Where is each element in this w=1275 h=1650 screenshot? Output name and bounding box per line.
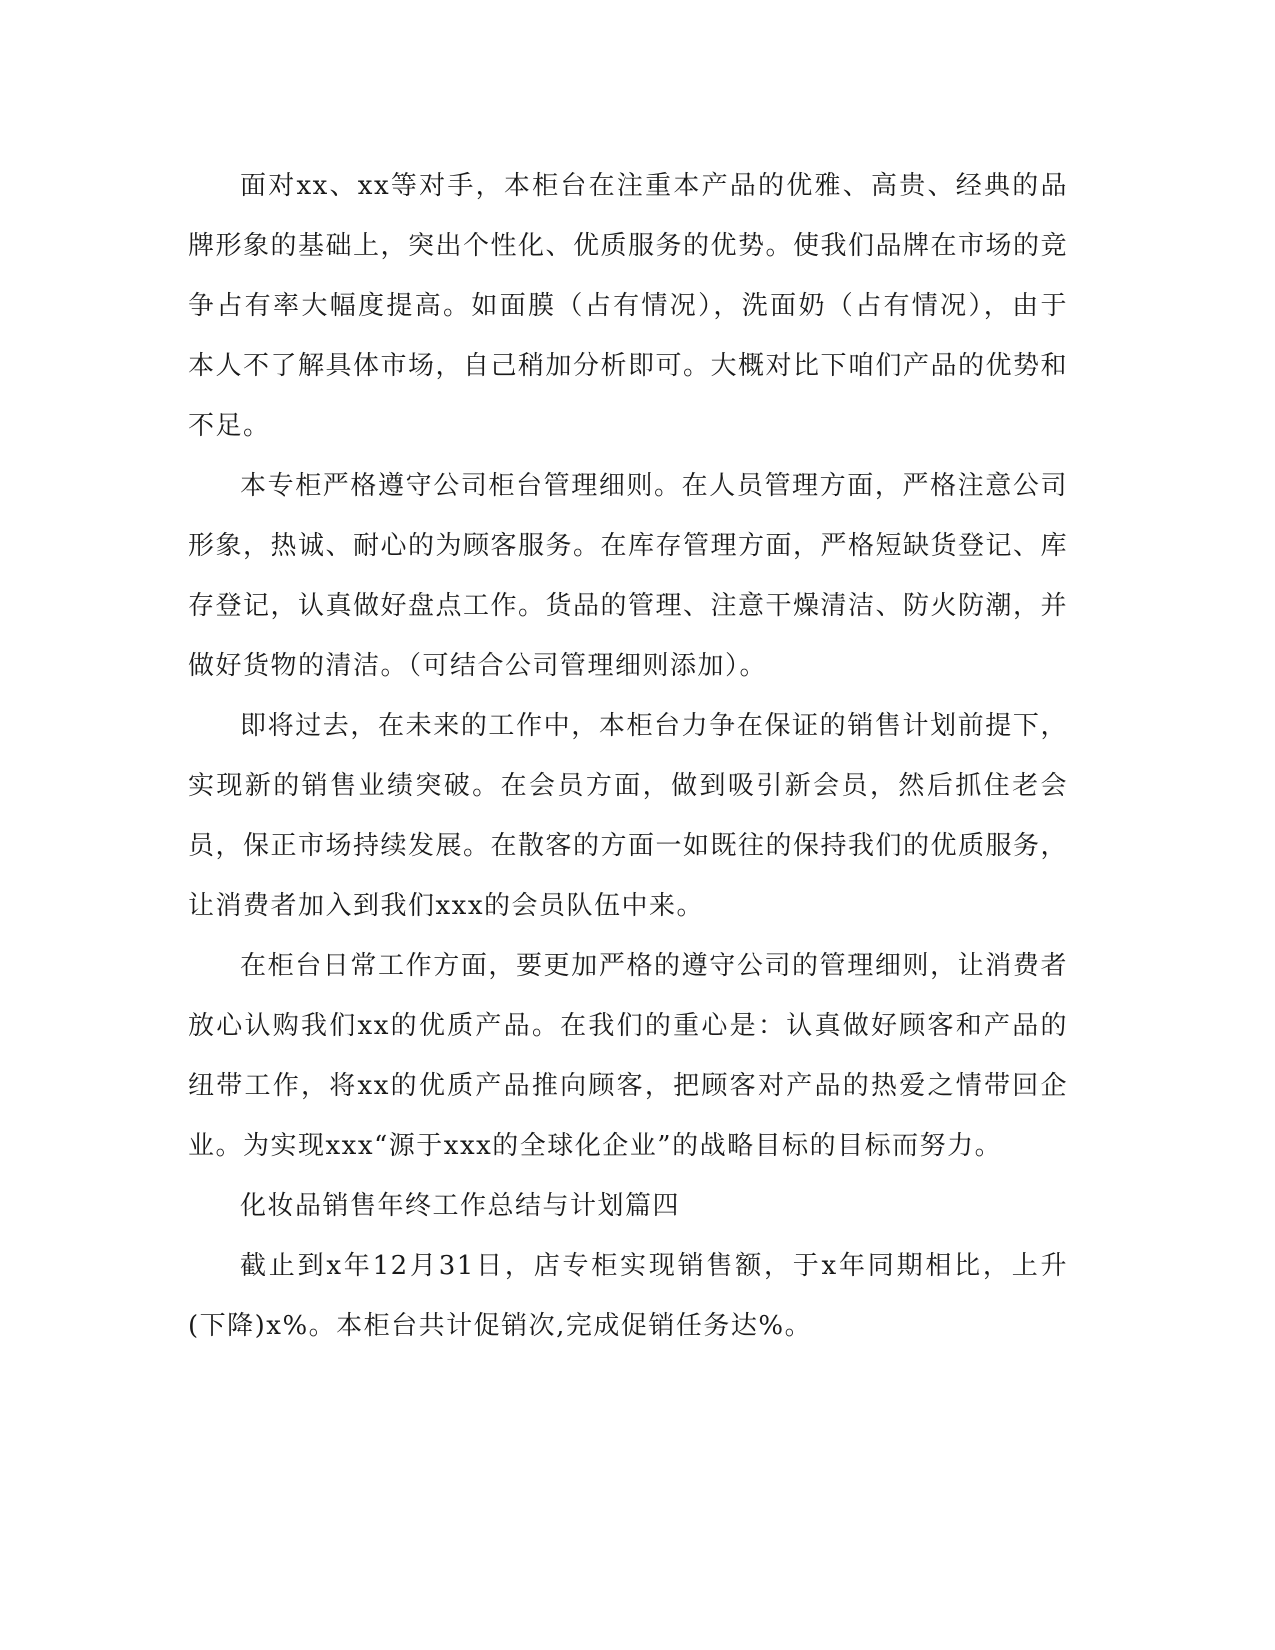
paragraph-management: 本专柜严格遵守公司柜台管理细则。在人员管理方面，严格注意公司形象，热诚、耐心的为顾客服务。在库存管理方面，严格短缺货登记、库存登记，认真做好盘点工作。货品的管理、注意干燥清洁、防火防潮，并做好货物的清洁。（可结合公司管理细则添加）。 [188, 471, 1069, 681]
paragraph-future-plan: 即将过去，在未来的工作中，本柜台力争在保证的销售计划前提下，实现新的销售业绩突破。在会员方面，做到吸引新会员，然后抓住老会员，保正市场持续发展。在散客的方面一如既往的保持我们的优质服务，让消费者加入到我们xxx的会员队伍中来。 [188, 711, 1069, 921]
paragraph-sales-summary: 截止到x年12月31日，店专柜实现销售额，于x年同期相比，上升(下降)x%。本柜台共计促销次,完成促销任务达%。 [188, 1251, 1068, 1341]
paragraph-daily-work: 在柜台日常工作方面，要更加严格的遵守公司的管理细则，让消费者放心认购我们xx的优质产品。在我们的重心是：认真做好顾客和产品的纽带工作，将xx的优质产品推向顾客，把顾客对产品的热爱之情带回企业。为实现xxx“源于xxx的全球化企业”的战略目标的目标而努力。 [188, 951, 1068, 1161]
paragraph-competition: 面对xx、xx等对手，本柜台在注重本产品的优雅、高贵、经典的品牌形象的基础上，突出个性化、优质服务的优势。使我们品牌在市场的竞争占有率大幅度提高。如面膜（占有情况），洗面奶（占有情况），由于本人不了解具体市场，自己稍加分析即可。大概对比下咱们产品的优势和不足。 [188, 171, 1069, 441]
section-heading: 化妆品销售年终工作总结与计划篇四 [240, 1191, 681, 1221]
document-body [188, 156, 1068, 1356]
